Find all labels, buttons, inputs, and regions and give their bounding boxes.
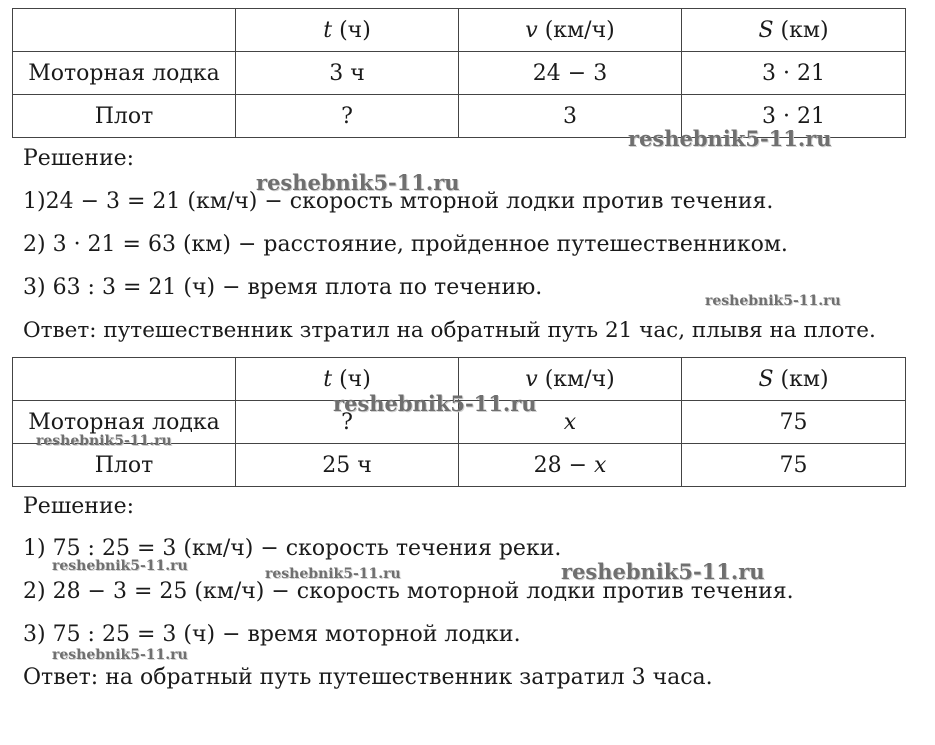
solution-2-heading: Решение:: [23, 494, 135, 519]
time-symbol: t: [323, 17, 333, 43]
table-1-header-speed: [459, 9, 682, 52]
table-row: [13, 444, 906, 487]
watermark: reshebnik5-11.ru: [256, 170, 460, 195]
table-cell: 75: [682, 401, 906, 444]
table-2: [12, 357, 906, 487]
table-cell: Плот: [13, 444, 236, 487]
watermark: reshebnik5-11.ru: [52, 558, 188, 574]
table-cell: ?: [236, 401, 459, 444]
table-cell: 3 ч: [236, 52, 459, 95]
table-1-header-empty: [13, 9, 236, 52]
table-cell: [459, 444, 682, 487]
speed-unit: (км/ч): [544, 366, 615, 392]
watermark: reshebnik5-11.ru: [52, 647, 188, 663]
distance-unit: (км): [780, 17, 829, 43]
watermark: reshebnik5-11.ru: [628, 126, 832, 151]
solution-1-step-2: 2) 3 · 21 = 63 (км) − расстояние, пройденное путешественником.: [23, 232, 788, 257]
solution-2-step-1: 1) 75 : 25 = 3 (км/ч) − скорость течения реки.: [23, 536, 562, 561]
watermark: reshebnik5-11.ru: [36, 433, 172, 449]
time-symbol: t: [323, 366, 333, 392]
table-cell: 25 ч: [236, 444, 459, 487]
table-cell: 3 · 21: [682, 52, 906, 95]
distance-symbol: S: [758, 366, 774, 392]
table-row: [13, 52, 906, 95]
solution-1-step-1: 1)24 − 3 = 21 (км/ч) − скорость мторной лодки против течения.: [23, 189, 774, 214]
solution-1-step-3: 3) 63 : 3 = 21 (ч) − время плота по течению.: [23, 275, 543, 300]
time-unit: (ч): [339, 17, 371, 43]
table-cell: x: [459, 401, 682, 444]
table-1-header-distance: [682, 9, 906, 52]
distance-unit: (км): [780, 366, 829, 392]
solution-1-answer: Ответ: путешественник зтратил на обратный путь 21 час, плывя на плоте.: [23, 318, 876, 343]
time-unit: (ч): [339, 366, 371, 392]
table-cell: Плот: [13, 95, 236, 138]
table-1-header-row: [13, 9, 906, 52]
table-2-header-empty: [13, 358, 236, 401]
distance-symbol: S: [758, 17, 774, 43]
speed-expression: 28 −: [533, 452, 587, 478]
table-cell: Моторная лодка: [13, 52, 236, 95]
table-2-header-distance: [682, 358, 906, 401]
solution-2-answer: Ответ: на обратный путь путешественник затратил 3 часа.: [23, 665, 713, 690]
table-cell: 3 · 21: [682, 95, 906, 138]
table-cell: ?: [236, 95, 459, 138]
speed-unit: (км/ч): [544, 17, 615, 43]
watermark: reshebnik5-11.ru: [705, 293, 841, 309]
table-cell: 75: [682, 444, 906, 487]
speed-variable: x: [594, 452, 607, 478]
watermark: reshebnik5-11.ru: [265, 566, 401, 582]
watermark: reshebnik5-11.ru: [333, 391, 537, 416]
speed-symbol: v: [525, 366, 538, 392]
solution-2-step-3: 3) 75 : 25 = 3 (ч) − время моторной лодки.: [23, 622, 521, 647]
table-1: [12, 8, 906, 138]
solution-2-step-2: 2) 28 − 3 = 25 (км/ч) − скорость моторной лодки против течения.: [23, 579, 794, 604]
table-1-header-time: [236, 9, 459, 52]
speed-symbol: v: [525, 17, 538, 43]
table-cell: 24 − 3: [459, 52, 682, 95]
table-cell: 3: [459, 95, 682, 138]
watermark: reshebnik5-11.ru: [561, 559, 765, 584]
table-cell: Моторная лодка: [13, 401, 236, 444]
solution-1-heading: Решение:: [23, 146, 135, 171]
